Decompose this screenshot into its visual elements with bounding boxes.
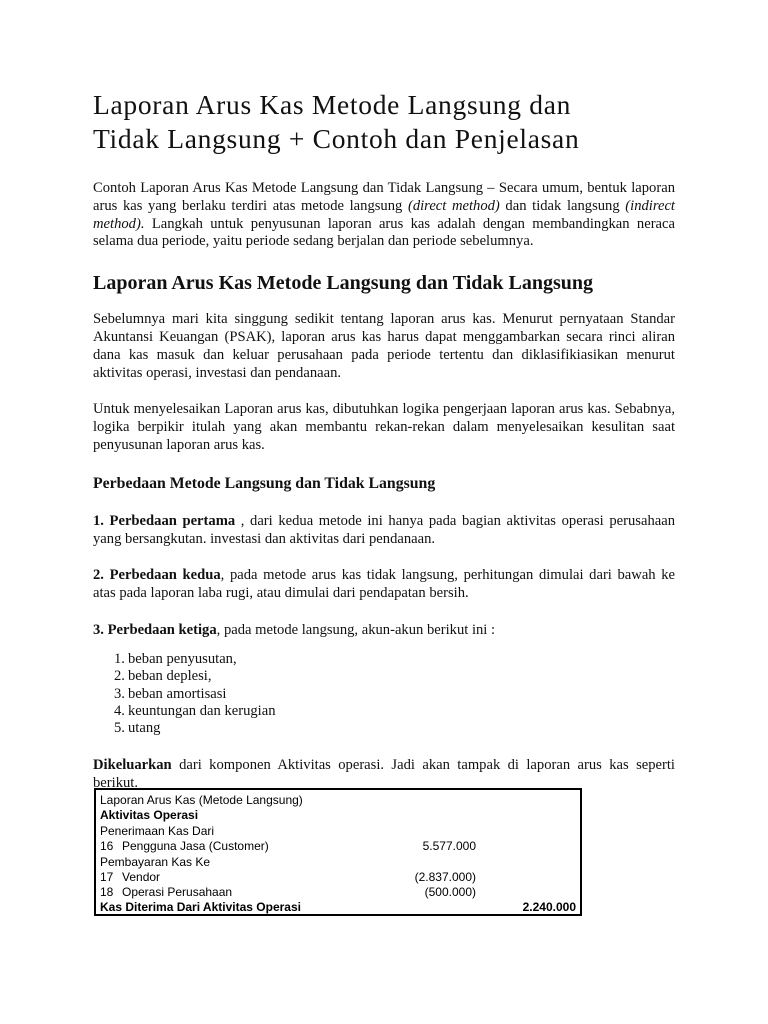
table-title: Laporan Arus Kas (Metode Langsung) [100,793,303,807]
title-line-1: Laporan Arus Kas Metode Langsung dan [93,89,572,120]
row-label: Pengguna Jasa (Customer) [122,839,269,853]
list-item-text: keuntungan dan kerugian [128,702,276,719]
conclusion-text: dari komponen Aktivitas operasi. Jadi akan tampak di laporan arus kas seperti berikut. [93,756,675,791]
list-item [93,686,675,703]
difference-1-text: , dari kedua metode ini hanya pada bagian aktivitas operasi perusahaan yang bersangkutan. investasi dan aktivitas dari pendanaan. [93,512,675,547]
row-number: 18 [100,885,114,899]
payments-label: Pembayaran Kas Ke [100,855,211,869]
list-item-number: 5. [114,720,125,737]
table-row [100,870,161,885]
intro-text-3: Langkah untuk penyusunan laporan arus kas adalah dengan membandingkan neraca selama dua periode, yaitu periode sedang berjalan dan periode sebelumnya. [93,215,675,250]
list-item-number: 2. [114,668,125,685]
total-value: 2.240.000 [522,900,576,914]
list-item [93,703,675,720]
list-item-number: 1. [114,650,125,667]
receipts-label: Penerimaan Kas Dari [100,824,215,838]
list-item-text: beban deplesi, [128,668,212,685]
row-value: 5.577.000 [422,839,476,853]
intro-indirect-method: (indirect method). [93,197,675,232]
intro-direct-method: (direct method) [407,197,500,214]
list-item-text: utang [128,720,161,737]
list-item-text: beban amortisasi [128,685,227,702]
list-item-text: beban penyusutan, [128,650,237,667]
list-item [93,720,675,737]
article-title [93,88,675,156]
list-item [93,651,675,668]
list-item [93,668,675,685]
difference-2 [93,567,675,603]
table-row [100,839,269,854]
intro-paragraph [93,180,675,251]
conclusion-label: Dikeluarkan [93,756,172,773]
paragraph-psak: Sebelumnya mari kita singgung sedikit tentang laporan arus kas. Menurut pernyataan Standar Akuntansi Keuangan (PSAK), laporan arus kas harus dapat menggambarkan secara rinci aliran dana kas masuk dan keluar perusahaan pada periode tertentu dan diklasifikiasikan menurut aktivitas operasi, investasi dan pendanaan. [93,311,675,381]
difference-2-text: , pada metode arus kas tidak langsung, perhitungan dimulai dari bawah ke atas pada laporan laba rugi, atau dimulai dari pendapatan bersih. [93,567,676,602]
difference-3 [93,622,675,640]
total-label: Kas Diterima Dari Aktivitas Operasi [100,900,301,914]
cash-flow-table [94,788,582,916]
row-value: (500.000) [424,885,476,899]
difference-2-label: 2. Perbedaan kedua [93,567,221,584]
difference-3-label: 3. Perbedaan ketiga [93,621,217,638]
table-row [100,885,233,900]
row-number: 17 [100,870,114,884]
paragraph-logic: Untuk menyelesaikan Laporan arus kas, dibutuhkan logika pengerjaan laporan arus kas. Sebabnya, logika berpikir itulah yang akan membantu rekan-rekan dalam menyelesaikan kesulitan saat penyusunan laporan arus kas. [93,401,675,453]
article [93,88,675,792]
difference-1 [93,513,675,549]
differences-heading: Perbedaan Metode Langsung dan Tidak Langsung [93,474,436,492]
intro-text-2: dan tidak langsung [499,197,626,214]
list-item-number: 3. [114,685,125,702]
intro-text-1: Contoh Laporan Arus Kas Metode Langsung dan Tidak Langsung – Secara umum, bentuk laporan arus kas yang berlaku terdiri atas metode langsung [93,180,675,214]
row-label: Vendor [122,870,161,884]
row-value: (2.837.000) [414,870,476,884]
difference-3-text: , pada metode langsung, akun-akun berikut ini : [216,621,496,638]
row-label: Operasi Perusahaan [122,885,233,899]
list-item-number: 4. [114,702,125,719]
section-heading: Laporan Arus Kas Metode Langsung dan Tidak Langsung [93,272,593,295]
table-section: Aktivitas Operasi [100,808,199,822]
title-line-2: Tidak Langsung + Contoh dan Penjelasan [93,123,580,154]
row-number: 16 [100,839,114,853]
account-list [93,651,675,738]
difference-1-label: 1. Perbedaan pertama [93,512,236,529]
